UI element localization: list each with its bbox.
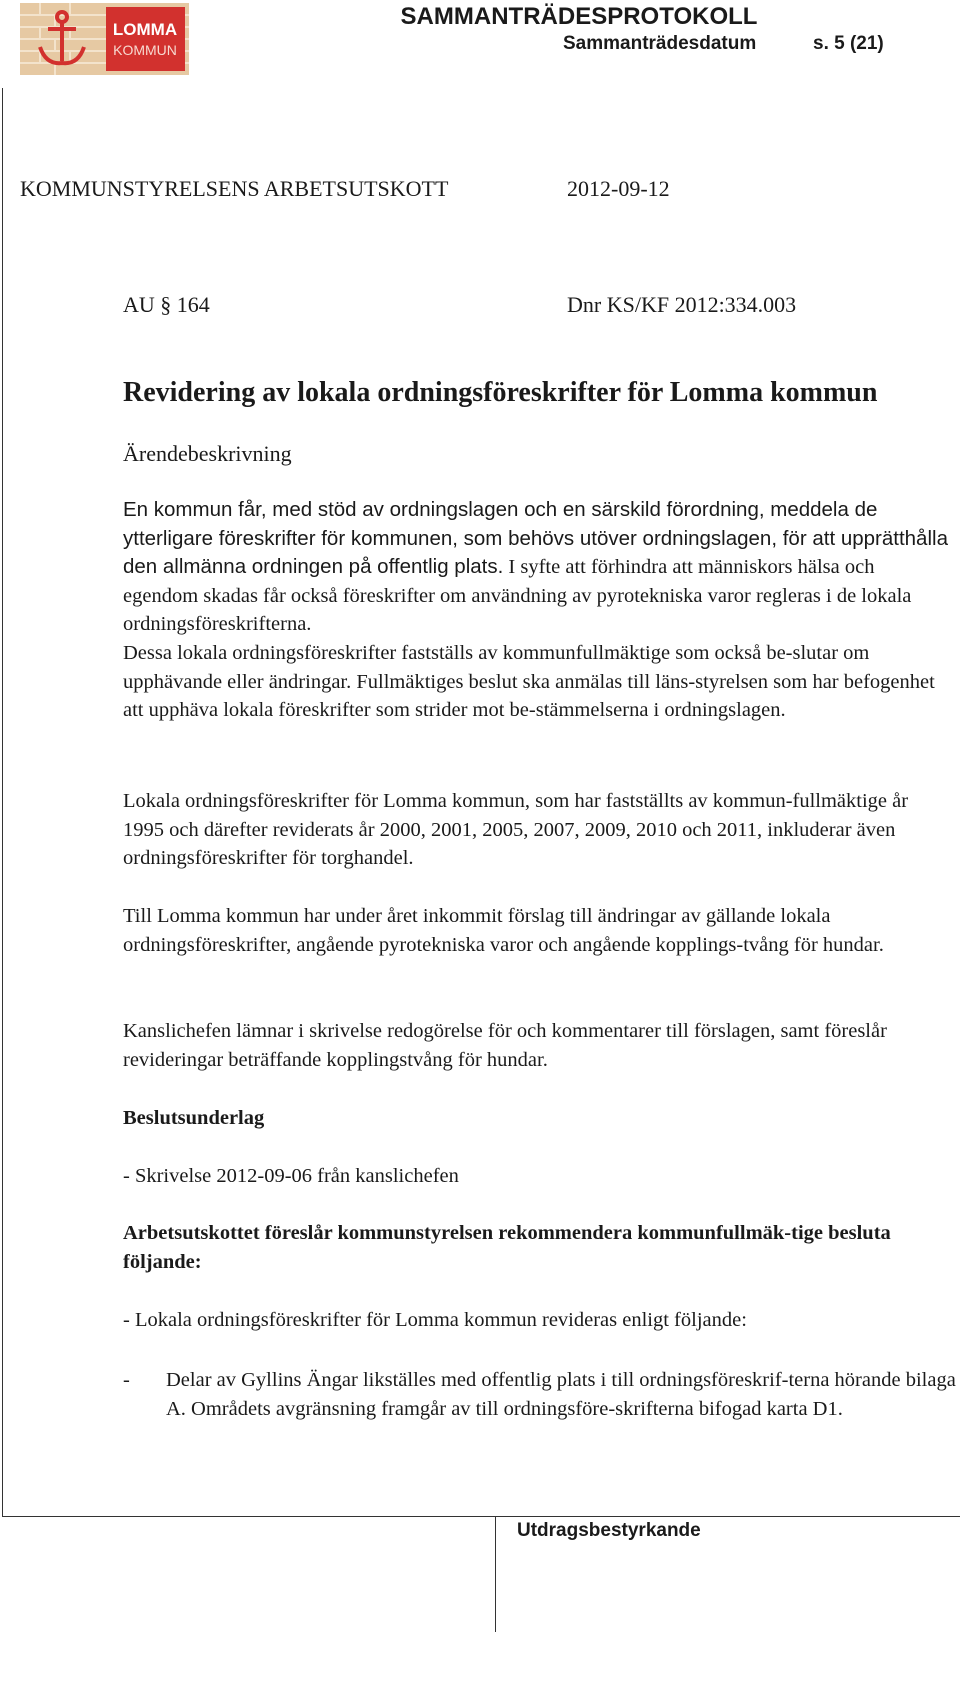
- left-margin-line: [2, 88, 3, 1516]
- logo-text-kommun: KOMMUN: [113, 42, 177, 58]
- logo-red-block: [106, 7, 185, 71]
- bullet-item: Delar av Gyllins Ängar likställes med offentlig plats i till ordningsföreskrif-terna hörande bilaga A. Områdets avgränsning framgår av till ordningsföre-skrifterna bifogad karta D1.: [166, 1369, 956, 1420]
- registration-number: Dnr KS/KF 2012:334.003: [567, 292, 797, 317]
- footer-column-divider: [495, 1516, 496, 1632]
- basis-heading: Beslutsunderlag: [123, 1107, 265, 1129]
- meeting-date: 2012-09-12: [567, 176, 670, 201]
- certification-label: Utdragsbestyrkande: [517, 1520, 701, 1541]
- description-heading: Ärendebeskrivning: [123, 441, 292, 466]
- decision-intro: - Lokala ordningsföreskrifter för Lomma kommun revideras enligt följande:: [123, 1309, 747, 1331]
- bullet-marker: -: [123, 1369, 130, 1391]
- item-title: Revidering av lokala ordningsföreskrifter för Lomma kommun: [123, 377, 878, 408]
- description-text-sans: En kommun får, med stöd av ordningslagen och en särskild förordning, meddela de ytterligare föreskrifter för kommunen, som behövs utöver ordningslagen, för att upprätthålla den allmänna ordningen på offentlig plats.: [123, 498, 948, 578]
- description-paragraph-4: Till Lomma kommun har under året inkommit förslag till ändringar av gällande lokala ordningsföreskrifter, angående pyrotekniska varor och angående kopplings-tvång för hundar.: [123, 905, 884, 956]
- page-number: s. 5 (21): [813, 33, 884, 54]
- logo-graphic: [20, 3, 189, 75]
- lomma-kommun-logo: [20, 3, 189, 75]
- description-paragraph-5: Kanslichefen lämnar i skrivelse redogörelse för och kommentarer till förslagen, samt föreslår revideringar beträffande kopplingstvång för hundar.: [123, 1020, 887, 1071]
- committee-name: KOMMUNSTYRELSENS ARBETSUTSKOTT: [20, 176, 449, 201]
- proposal-heading: Arbetsutskottet föreslår kommunstyrelsen rekommendera kommunfullmäk-tige besluta följande:: [123, 1222, 891, 1273]
- paragraph-reference: AU § 164: [123, 292, 210, 317]
- description-text-serif: I syfte att förhindra att människors hälsa och egendom skadas får också föreskrifter om användning av pyrotekniska varor regleras i de lokala ordningsföreskrifterna.: [123, 556, 912, 635]
- footer-divider: [2, 1516, 960, 1517]
- description-paragraph-1: [123, 496, 953, 639]
- meeting-date-label: Sammanträdesdatum: [563, 33, 757, 54]
- document-type: SAMMANTRÄDESPROTOKOLL: [400, 3, 758, 30]
- description-paragraph-3: Lokala ordningsföreskrifter för Lomma kommun, som har fastställts av kommun-fullmäktige år 1995 och därefter reviderats år 2000, 2001, 2005, 2007, 2009, 2010 och 2011, inkluderar även ordningsföreskrifter för torghandel.: [123, 790, 909, 869]
- basis-item: - Skrivelse 2012-09-06 från kanslichefen: [123, 1165, 459, 1187]
- logo-text-lomma: LOMMA: [112, 20, 178, 39]
- description-paragraph-2: Dessa lokala ordningsföreskrifter fastställs av kommunfullmäktige som också be-slutar om upphävande eller ändringar. Fullmäktiges beslut ska anmälas till läns-styrelsen som har befogenhet att upphäva lokala föreskrifter som strider mot be-stämmelserna i ordningslagen.: [123, 642, 935, 721]
